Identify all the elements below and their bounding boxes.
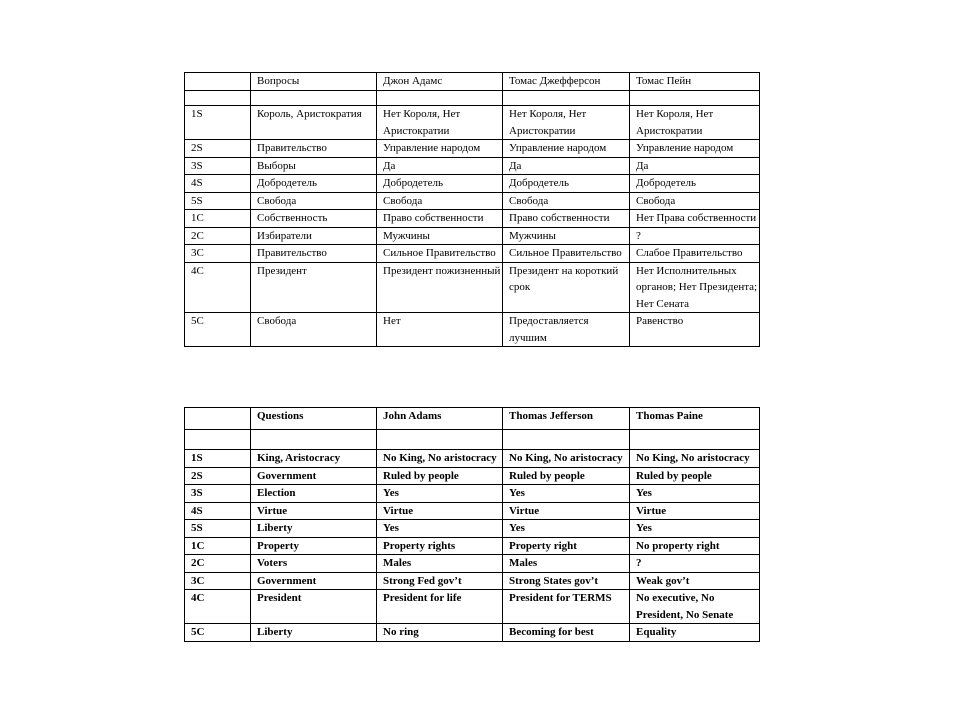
cell: President: [251, 590, 377, 624]
cell: Yes: [503, 485, 630, 503]
cell: Property rights: [377, 537, 503, 555]
cell: Нет Короля, Нет Аристократии: [630, 106, 760, 140]
cell: Election: [251, 485, 377, 503]
cell: No King, No aristocracy: [377, 450, 503, 468]
header-cell: John Adams: [377, 408, 503, 430]
cell: Сильное Правительство: [377, 245, 503, 263]
header-cell: Questions: [251, 408, 377, 430]
cell: 1S: [185, 450, 251, 468]
empty-cell: [503, 91, 630, 106]
cell: 1C: [185, 537, 251, 555]
cell: Слабое Правительство: [630, 245, 760, 263]
table-row: [185, 520, 760, 538]
cell: Ruled by people: [377, 467, 503, 485]
table-row: [185, 572, 760, 590]
cell: 3S: [185, 485, 251, 503]
cell: Правительство: [251, 140, 377, 158]
cell: Управление народом: [503, 140, 630, 158]
comparison-table-russian: [184, 72, 760, 347]
cell: Да: [630, 157, 760, 175]
empty-cell: [251, 430, 377, 450]
cell: 2S: [185, 140, 251, 158]
cell: Liberty: [251, 520, 377, 538]
cell: Правительство: [251, 245, 377, 263]
cell: Право собственности: [503, 210, 630, 228]
table-row: [185, 245, 760, 263]
table-row: [185, 106, 760, 140]
cell: Мужчины: [503, 227, 630, 245]
cell: Свобода: [251, 313, 377, 347]
cell: Свобода: [503, 192, 630, 210]
cell: Король, Аристократия: [251, 106, 377, 140]
cell: Собственность: [251, 210, 377, 228]
empty-cell: [185, 430, 251, 450]
cell: 3S: [185, 157, 251, 175]
cell: Yes: [377, 520, 503, 538]
header-cell: Томас Джефферсон: [503, 73, 630, 91]
cell: 4C: [185, 590, 251, 624]
cell: 3C: [185, 245, 251, 263]
cell: Liberty: [251, 624, 377, 642]
cell: ?: [630, 555, 760, 573]
cell: Virtue: [503, 502, 630, 520]
cell: Property: [251, 537, 377, 555]
cell: 5S: [185, 192, 251, 210]
cell: Weak gov’t: [630, 572, 760, 590]
cell: No ring: [377, 624, 503, 642]
cell: Выборы: [251, 157, 377, 175]
empty-cell: [185, 91, 251, 106]
table-row: [185, 537, 760, 555]
cell: ?: [630, 227, 760, 245]
header-cell: Thomas Paine: [630, 408, 760, 430]
cell: Government: [251, 572, 377, 590]
cell: Ruled by people: [630, 467, 760, 485]
comparison-table-english: [184, 407, 760, 642]
cell: Yes: [630, 485, 760, 503]
spacer-row: [185, 430, 760, 450]
cell: Добродетель: [630, 175, 760, 193]
cell: Males: [503, 555, 630, 573]
cell: Добродетель: [377, 175, 503, 193]
cell: Нет Короля, Нет Аристократии: [377, 106, 503, 140]
cell: Virtue: [377, 502, 503, 520]
header-cell: Джон Адамс: [377, 73, 503, 91]
cell: Males: [377, 555, 503, 573]
cell: Да: [503, 157, 630, 175]
cell: Да: [377, 157, 503, 175]
cell: Equality: [630, 624, 760, 642]
cell: 5C: [185, 624, 251, 642]
cell: Свобода: [377, 192, 503, 210]
cell: Президент на короткий срок: [503, 262, 630, 313]
table-row: [185, 262, 760, 313]
cell: Свобода: [630, 192, 760, 210]
table-row: [185, 210, 760, 228]
cell: Property right: [503, 537, 630, 555]
cell: Равенство: [630, 313, 760, 347]
cell: Управление народом: [630, 140, 760, 158]
cell: Предоставляется лучшим: [503, 313, 630, 347]
table-row: [185, 502, 760, 520]
cell: Нет: [377, 313, 503, 347]
table-header-row: [185, 73, 760, 91]
cell: Президент пожизненный: [377, 262, 503, 313]
cell: Voters: [251, 555, 377, 573]
header-cell: [185, 73, 251, 91]
cell: Право собственности: [377, 210, 503, 228]
cell: No executive, No President, No Senate: [630, 590, 760, 624]
empty-cell: [503, 430, 630, 450]
empty-cell: [377, 430, 503, 450]
cell: Strong Fed gov’t: [377, 572, 503, 590]
header-cell: Вопросы: [251, 73, 377, 91]
cell: Ruled by people: [503, 467, 630, 485]
table-row: [185, 140, 760, 158]
table-row: [185, 555, 760, 573]
cell: President for life: [377, 590, 503, 624]
cell: 2C: [185, 555, 251, 573]
cell: Strong States gov’t: [503, 572, 630, 590]
table-row: [185, 192, 760, 210]
cell: Управление народом: [377, 140, 503, 158]
cell: 1S: [185, 106, 251, 140]
table-row: [185, 467, 760, 485]
cell: No King, No aristocracy: [630, 450, 760, 468]
cell: President for TERMS: [503, 590, 630, 624]
table-row: [185, 175, 760, 193]
table-row: [185, 450, 760, 468]
cell: 4C: [185, 262, 251, 313]
cell: Мужчины: [377, 227, 503, 245]
table-row: [185, 227, 760, 245]
cell: Yes: [630, 520, 760, 538]
cell: 3C: [185, 572, 251, 590]
empty-cell: [377, 91, 503, 106]
cell: King, Aristocracy: [251, 450, 377, 468]
spacer-row: [185, 91, 760, 106]
header-cell: [185, 408, 251, 430]
cell: Избиратели: [251, 227, 377, 245]
cell: Сильное Правительство: [503, 245, 630, 263]
empty-cell: [251, 91, 377, 106]
cell: Government: [251, 467, 377, 485]
header-cell: Thomas Jefferson: [503, 408, 630, 430]
cell: Yes: [377, 485, 503, 503]
cell: Нет Права собственности: [630, 210, 760, 228]
cell: No property right: [630, 537, 760, 555]
cell: Добродетель: [503, 175, 630, 193]
empty-cell: [630, 91, 760, 106]
cell: 5C: [185, 313, 251, 347]
cell: Becoming for best: [503, 624, 630, 642]
cell: 4S: [185, 175, 251, 193]
cell: Президент: [251, 262, 377, 313]
cell: Yes: [503, 520, 630, 538]
cell: Добродетель: [251, 175, 377, 193]
table-row: [185, 485, 760, 503]
cell: Нет Короля, Нет Аристократии: [503, 106, 630, 140]
table-row: [185, 313, 760, 347]
cell: 2C: [185, 227, 251, 245]
cell: No King, No aristocracy: [503, 450, 630, 468]
table-row: [185, 624, 760, 642]
cell: 2S: [185, 467, 251, 485]
header-cell: Томас Пейн: [630, 73, 760, 91]
cell: Свобода: [251, 192, 377, 210]
cell: Virtue: [630, 502, 760, 520]
empty-cell: [630, 430, 760, 450]
cell: Virtue: [251, 502, 377, 520]
cell: Нет Исполнительных органов; Нет Президента; Нет Сената: [630, 262, 760, 313]
cell: 5S: [185, 520, 251, 538]
table-row: [185, 157, 760, 175]
table-header-row: [185, 408, 760, 430]
cell: 1C: [185, 210, 251, 228]
table-row: [185, 590, 760, 624]
cell: 4S: [185, 502, 251, 520]
